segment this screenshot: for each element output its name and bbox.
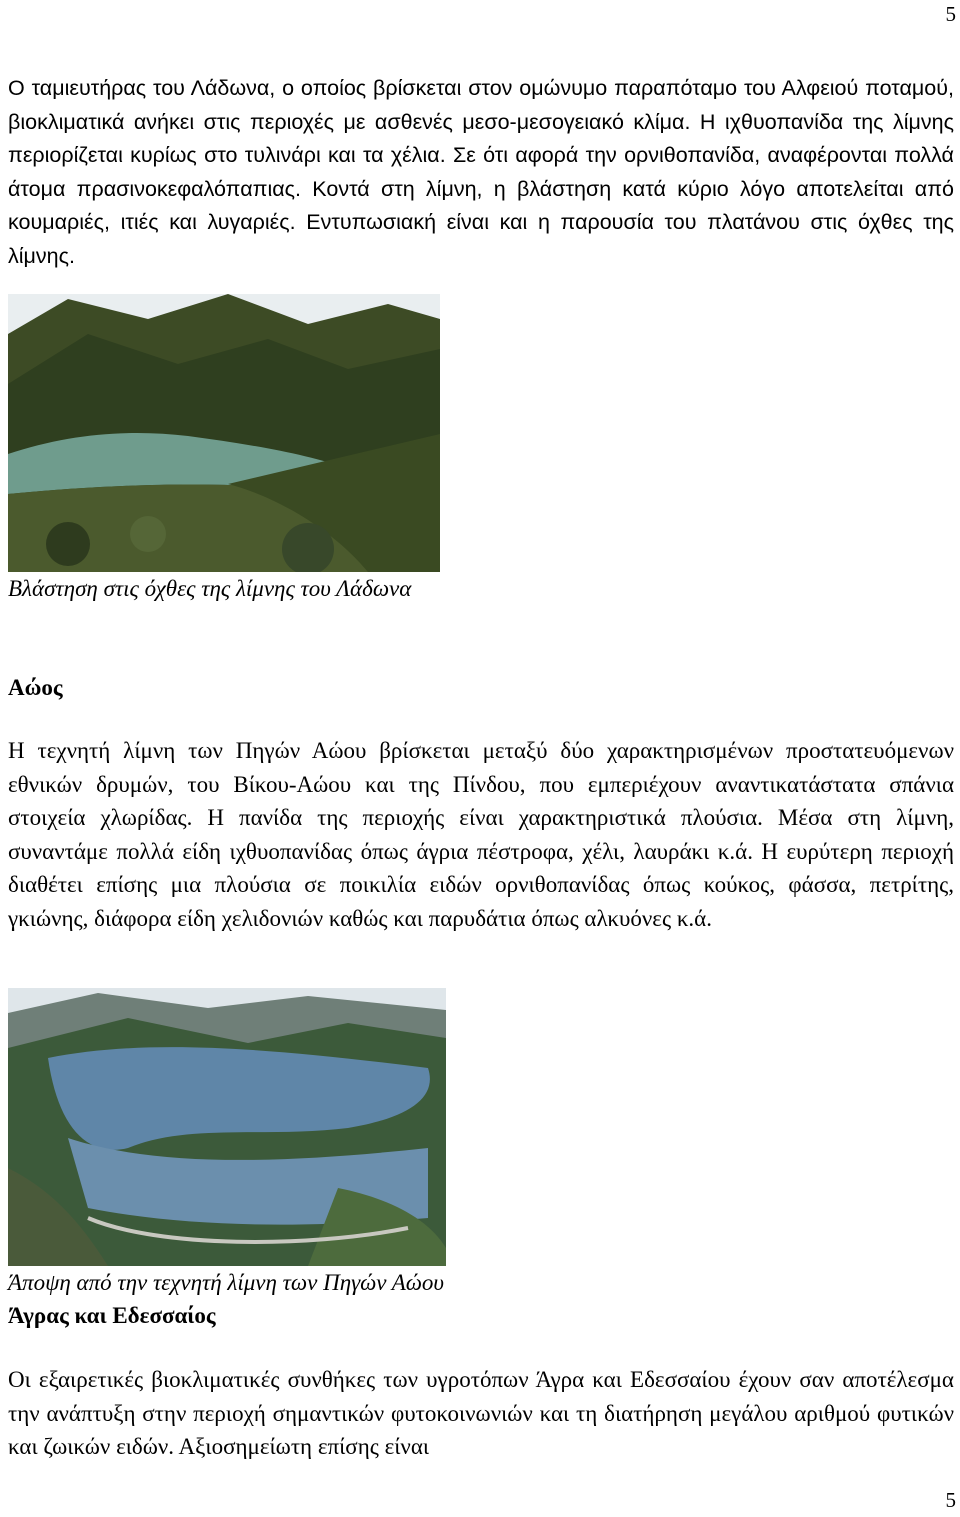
- agras-heading: Άγρας και Εδεσσαίος: [8, 1303, 216, 1328]
- page-number-bottom: 5: [945, 1488, 956, 1512]
- aoos-lake-photo: [8, 988, 446, 1266]
- ladon-caption: Βλάστηση στις όχθες της λίμνης του Λάδωνα: [8, 576, 412, 601]
- ladon-lake-photo: [8, 294, 440, 572]
- aoos-caption: Άποψη από την τεχνητή λίμνη των Πηγών Αώου: [8, 1270, 444, 1295]
- ladon-paragraph: Ο ταμιευτήρας του Λάδωνα, ο οποίος βρίσκεται στον ομώνυμο παραπόταμο του Αλφειού ποταμού, βιοκλιματικά ανήκει στις περιοχές με ασθενές μεσο-μεσογειακό κλίμα. Η ιχθυοπανίδα της λίμνης περιορίζεται κυρίως στο τυλινάρι και τα χέλια. Σε ότι αφορά την ορνιθοπανίδα, αναφέρονται πολλά άτομα πρασινοκεφαλόπαπιας. Κοντά στη λίμνη, η βλάστηση κατά κύριο λόγο αποτελείται από κουμαριές, ιτιές και λυγαριές. Εντυπωσιακή είναι και η παρουσία του πλατάνου στις όχθες της λίμνης.: [8, 76, 954, 268]
- aoos-heading: Αώος: [8, 675, 63, 700]
- page-number-top: 5: [945, 2, 956, 26]
- agras-paragraph: Οι εξαιρετικές βιοκλιματικές συνθήκες των υγροτόπων Άγρα και Εδεσσαίου έχουν σαν αποτέλεσμα την ανάπτυξη στην περιοχή σημαντικών φυτοκοινωνιών και τη διατήρηση μεγάλου αριθμού φυτικών και ζωικών ειδών. Αξιοσημείωτη επίσης είναι: [8, 1367, 954, 1460]
- aoos-paragraph: Η τεχνητή λίμνη των Πηγών Αώου βρίσκεται μεταξύ δύο χαρακτηρισμένων προστατευόμενων εθνικών δρυμών, του Βίκου-Αώου και της Πίνδου, που εμπεριέχουν αναντικατάστατα σπάνια στοιχεία χλωρίδας. Η πανίδα της περιοχής είναι χαρακτηριστικά πλούσια. Μέσα στη λίμνη, συναντάμε πολλά είδη ιχθυοπανίδας όπως άγρια πέστροφα, χέλι, λαυράκι κ.ά. Η ευρύτερη περιοχή διαθέτει επίσης μια πλούσια σε ποικιλία ειδών ορνιθοπανίδας όπως κούκος, φάσσα, πετρίτης, γκιώνης, διάφορα είδη χελιδονιών καθώς και παρυδάτια όπως αλκυόνες κ.ά.: [8, 738, 954, 931]
